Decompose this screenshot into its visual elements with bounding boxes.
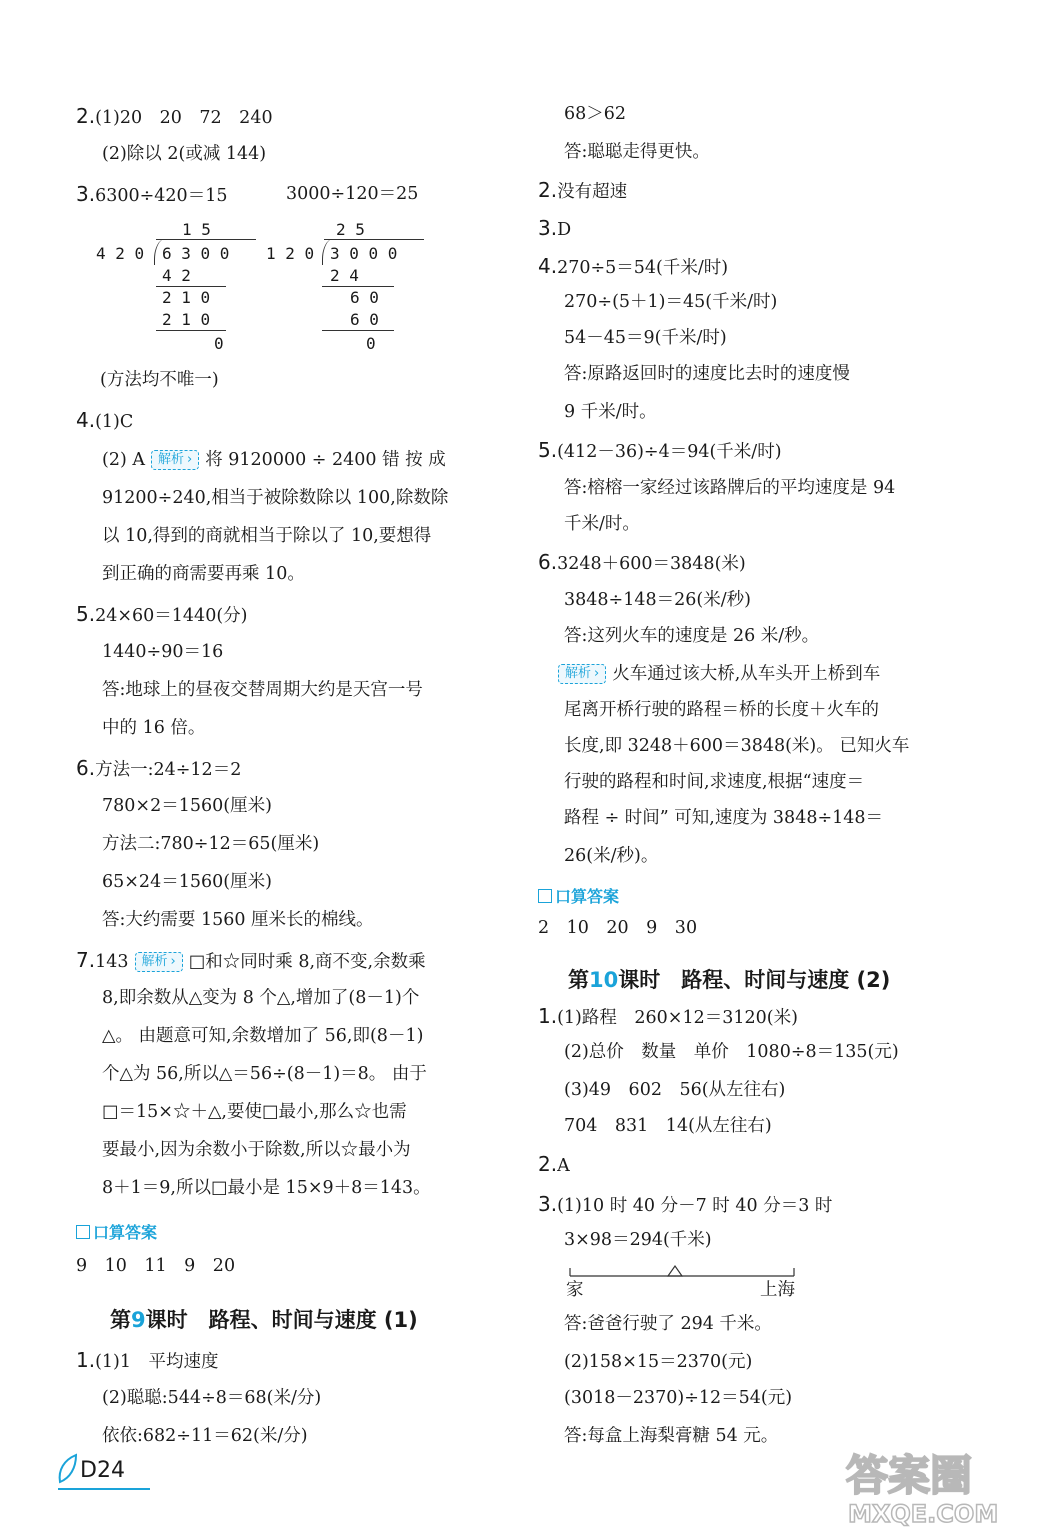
route-label-home: 家 xyxy=(566,1280,584,1300)
r-q6-line4: 解析 › 火车通过该大桥,从车头开上桥到车 xyxy=(558,662,880,686)
kousuan-values-left: 9 10 11 9 20 xyxy=(76,1256,236,1276)
q7-line3: △。 由题意可知,余数增加了 56,即(8－1) xyxy=(102,1026,424,1046)
r-q5-line1: 5.(412－36)÷4＝94(千米/时) xyxy=(538,438,782,462)
q5-line1: 5.24×60＝1440(分) xyxy=(76,602,248,626)
r-q2: 2.没有超速 xyxy=(538,178,628,202)
q3-line1b: 3000÷120＝25 xyxy=(286,184,419,204)
l10-q1-line2: (2)总价 数量 单价 1080÷8＝135(元) xyxy=(564,1042,899,1062)
q5-line2: 1440÷90＝16 xyxy=(102,642,224,662)
r-q6-line3: 答:这列火车的速度是 26 米/秒。 xyxy=(564,626,820,646)
q7-line6: 要最小,因为余数小于除数,所以☆最小为 xyxy=(102,1140,411,1160)
q2-line2: (2)除以 2(或减 144) xyxy=(102,144,267,164)
r-q3: 3.D xyxy=(538,216,572,240)
lesson-10-title: 第10课时 路程、时间与速度 (2) xyxy=(568,968,891,992)
q3-line1: 3.6300÷420＝15 xyxy=(76,182,228,206)
r-q4-line1: 4.270÷5＝54(千米/时) xyxy=(538,254,729,278)
r-q4-line5: 9 千米/时。 xyxy=(564,402,657,422)
r-q6-line5: 尾离开桥行驶的路程＝桥的长度＋火车的 xyxy=(564,700,879,720)
analysis-tag: 解析 › xyxy=(135,952,183,972)
l10-q3-line2: 3×98＝294(千米) xyxy=(564,1230,712,1250)
route-label-shanghai: 上海 xyxy=(760,1280,795,1300)
r-q6-line2: 3848÷148＝26(米/秒) xyxy=(564,590,751,610)
r-q5-line3: 千米/时。 xyxy=(564,514,640,534)
l10-q3-line1: 3.(1)10 时 40 分－7 时 40 分＝3 时 xyxy=(538,1192,833,1216)
r-cont-2: 答:聪聪走得更快。 xyxy=(564,142,710,162)
q7-line4: 个△为 56,所以△＝56÷(8－1)＝8。 由于 xyxy=(102,1064,427,1084)
q5-line4: 中的 16 倍。 xyxy=(102,718,206,738)
l10-q2: 2.A xyxy=(538,1152,570,1176)
q4-line4: 以 10,得到的商就相当于除以了 10,要想得 xyxy=(102,526,432,546)
q6-line1: 6.方法一:24÷12＝2 xyxy=(76,756,242,780)
q6-line3: 方法二:780÷12＝65(厘米) xyxy=(102,834,320,854)
r-q4-line2: 270÷(5＋1)＝45(千米/时) xyxy=(564,292,778,312)
long-division-2: 2 5 1 2 0 3 0 0 0 2 4 6 0 6 0 0 xyxy=(266,218,426,358)
l10-q3-line6: 答:每盒上海梨膏糖 54 元。 xyxy=(564,1426,779,1446)
q7-line7: 8＋1＝9,所以□最小是 15×9＋8＝143。 xyxy=(102,1178,431,1198)
q6-line2: 780×2＝1560(厘米) xyxy=(102,796,272,816)
analysis-tag: 解析 › xyxy=(558,664,606,684)
long-division-1: 1 5 4 2 0 6 3 0 0 4 2 2 1 0 2 1 0 0 xyxy=(96,218,256,358)
q7-line1: 7.143 解析 › □和☆同时乘 8,商不变,余数乘 xyxy=(76,948,426,974)
l10-q1-line4: 704 831 14(从左往右) xyxy=(564,1116,772,1136)
l9-q1-line1: 1.(1)1 平均速度 xyxy=(76,1348,219,1372)
q4-line3: 91200÷240,相当于被除数除以 100,除数除 xyxy=(102,488,449,508)
q7-line5: □＝15×☆＋△,要使□最小,那么☆也需 xyxy=(102,1102,407,1122)
q6-line5: 答:大约需要 1560 厘米长的棉线。 xyxy=(102,910,374,930)
svg-text:MXQE.COM: MXQE.COM xyxy=(848,1500,999,1528)
l9-q1-line2: (2)聪聪:544÷8＝68(米/分) xyxy=(102,1388,322,1408)
l10-q3-line4: (2)158×15＝2370(元) xyxy=(564,1352,753,1372)
l9-q1-line3: 依依:682÷11＝62(米/分) xyxy=(102,1426,308,1446)
q4-line5: 到正确的商需要再乘 10。 xyxy=(102,564,305,584)
svg-text:答案圈: 答案圈 xyxy=(846,1451,973,1500)
q6-line4: 65×24＝1560(厘米) xyxy=(102,872,272,892)
r-q6-line7: 行驶的路程和时间,求速度,根据“速度＝ xyxy=(564,772,865,792)
r-q6-line8: 路程 ÷ 时间” 可知,速度为 3848÷148＝ xyxy=(564,808,884,828)
lesson-9-title: 第9课时 路程、时间与速度 (1) xyxy=(110,1308,418,1332)
q5-line3: 答:地球上的昼夜交替周期大约是天宫一号 xyxy=(102,680,423,700)
l10-q1-line3: (3)49 602 56(从左往右) xyxy=(564,1080,786,1100)
kousuan-heading-right: 口算答案 xyxy=(538,884,619,907)
leaf-icon xyxy=(56,1452,80,1486)
watermark-logo xyxy=(836,1438,1026,1528)
kousuan-heading-left: 口算答案 xyxy=(76,1220,157,1243)
q4-line2: (2) A 解析 › 将 9120000 ÷ 2400 错 按 成 xyxy=(102,448,446,472)
q7-line2: 8,即余数从△变为 8 个△,增加了(8－1)个 xyxy=(102,988,420,1008)
r-q5-line2: 答:榕榕一家经过该路牌后的平均速度是 94 xyxy=(564,478,896,498)
r-q6-line6: 长度,即 3248＋600＝3848(米)。 已知火车 xyxy=(564,736,910,756)
l10-q1-line1: 1.(1)路程 260×12＝3120(米) xyxy=(538,1004,798,1028)
r-q4-line3: 54－45＝9(千米/时) xyxy=(564,328,727,348)
kousuan-values-right: 2 10 20 9 30 xyxy=(538,918,698,938)
l10-q3-line5: (3018－2370)÷12＝54(元) xyxy=(564,1388,793,1408)
q4-line1: 4.(1)C xyxy=(76,408,134,432)
r-cont-1: 68＞62 xyxy=(564,104,627,124)
analysis-tag: 解析 › xyxy=(151,450,199,470)
r-q4-line4: 答:原路返回时的速度比去时的速度慢 xyxy=(564,364,850,384)
r-q6-line1: 6.3248＋600＝3848(米) xyxy=(538,550,746,574)
l10-q3-line3: 答:爸爸行驶了 294 千米。 xyxy=(564,1314,772,1334)
q2-line1: 2.(1)20 20 72 240 xyxy=(76,104,273,128)
r-q6-line9: 26(米/秒)。 xyxy=(564,846,659,866)
q3-note: (方法均不唯一) xyxy=(100,370,219,390)
